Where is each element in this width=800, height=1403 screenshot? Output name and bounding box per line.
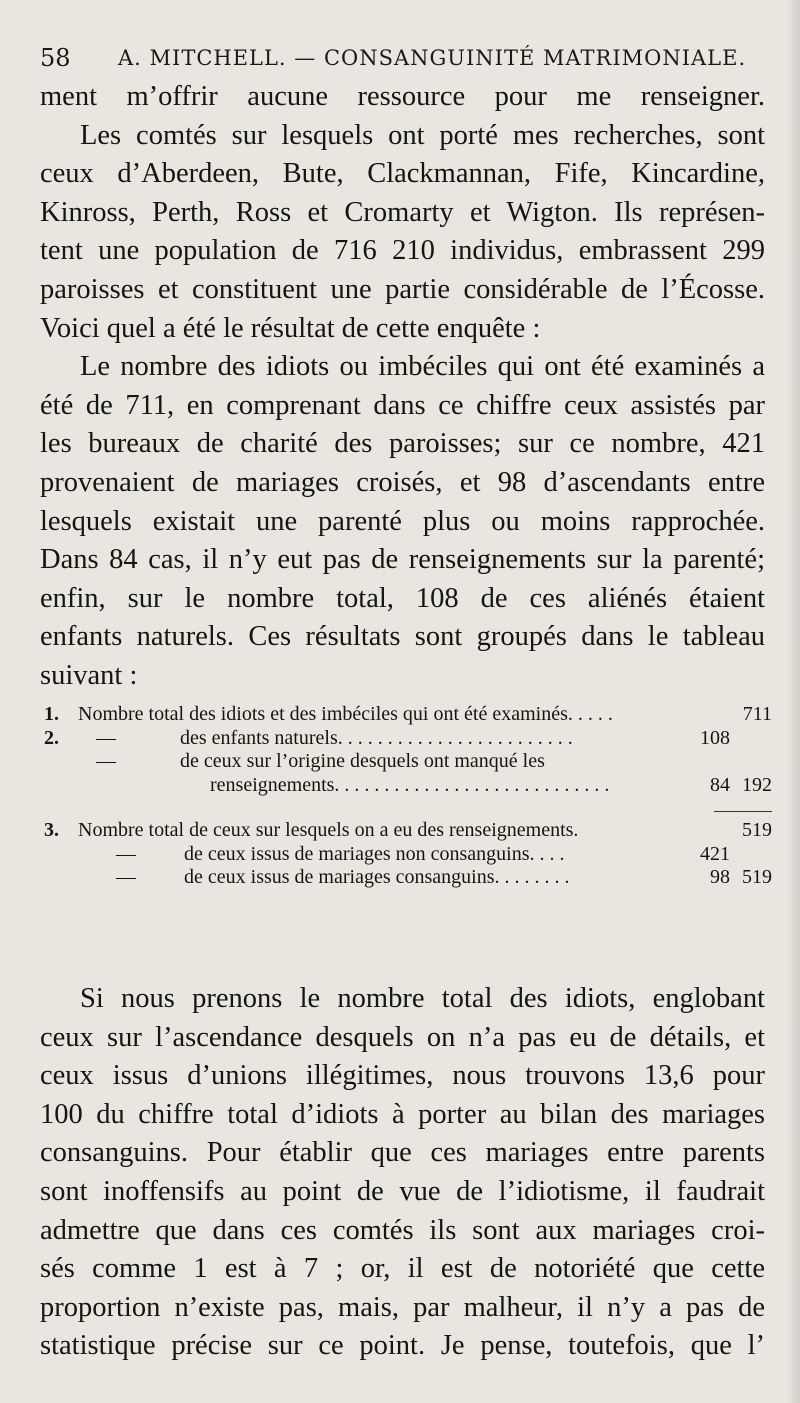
text-line: sont inoffensifs au point de vue de l’idiotisme, il faudrait — [40, 1175, 765, 1207]
text-line: Si nous prenons le nombre total des idiots, englobant — [80, 983, 765, 1014]
text-line: Kinross, Perth, Ross et Cromarty et Wigton. Ils représen- — [40, 196, 765, 228]
table-row — [44, 750, 772, 774]
text-line: sés comme 1 est à 7 ; or, il est de notoriété que cette — [40, 1253, 765, 1285]
text-line: lesquels existait une parenté plus ou moins rapprochée. — [40, 505, 765, 537]
table-gap — [44, 797, 772, 819]
statistics-table — [44, 703, 772, 890]
text-line: tent une population de 716 210 individus, embrassent 299 — [40, 235, 765, 267]
text-line: suivant : — [40, 659, 138, 691]
row-number: 1. — [44, 703, 59, 725]
row-value: 421 — [700, 842, 730, 865]
table-row — [44, 866, 772, 890]
body-text-bottom — [40, 980, 765, 1366]
text-line: provenaient de mariages croisés, et 98 d’ascendants entre — [40, 466, 765, 498]
row-label: Nombre total de ceux sur lesquels on a eu des renseignements. — [78, 819, 579, 841]
row-dash: — — [96, 750, 116, 772]
text-line: Le nombre des idiots ou imbéciles qui ont été examinés a — [80, 351, 765, 383]
table-row — [44, 843, 772, 867]
page-header — [40, 44, 780, 74]
text-line: enfants naturels. Ces résultats sont groupés dans le tableau — [40, 621, 765, 653]
text-line: été de 711, en comprenant dans ce chiffre ceux assistés par — [40, 389, 765, 421]
row-total: 711 — [742, 703, 772, 725]
row-total: 192 — [742, 773, 772, 796]
row-label: de ceux sur l’origine desquels ont manqué les — [180, 750, 545, 772]
row-number: 3. — [44, 819, 59, 841]
text-line: enfin, sur le nombre total, 108 de ces aliénés étaient — [40, 582, 765, 614]
table-row — [44, 774, 772, 798]
row-label: Nombre total des idiots et des imbéciles qui ont été examinés. . . . . — [78, 703, 613, 725]
row-label: des enfants naturels. . . . . . . . . . . . . . . . . . . . . . . . — [180, 726, 573, 749]
row-total: 519 — [742, 819, 772, 841]
running-head: A. MITCHELL. — CONSANGUINITÉ MATRIMONIALE. — [118, 46, 747, 70]
text-line: ceux issus d’unions illégitimes, nous trouvons 13,6 pour — [40, 1060, 765, 1092]
row-label: renseignements. . . . . . . . . . . . . . . . . . . . . . . . . . . . — [210, 773, 610, 796]
text-line: ceux d’Aberdeen, Bute, Clackmannan, Fife, Kincardine, — [40, 158, 765, 190]
row-total: 519 — [742, 866, 772, 888]
row-label: de ceux issus de mariages non consanguins. . . . — [184, 842, 565, 865]
text-line: proportion n’existe pas, mais, par malheur, il n’y a pas de — [40, 1291, 765, 1323]
text-line: admettre que dans ces comtés ils sont aux mariages croi- — [40, 1214, 765, 1246]
table-row — [44, 727, 772, 751]
row-value: 108 — [700, 726, 730, 749]
text-line: consanguins. Pour établir que ces mariages entre parents — [40, 1137, 765, 1169]
row-dash: — — [116, 842, 136, 865]
body-text-top — [40, 78, 765, 696]
table-row — [44, 703, 772, 727]
row-dash: — — [96, 726, 116, 749]
text-line: ceux sur l’ascendance desquels on n’a pas eu de détails, et — [40, 1021, 765, 1053]
text-line: les bureaux de charité des paroisses; sur ce nombre, 421 — [40, 428, 765, 460]
text-line: ment m’offrir aucune ressource pour me renseigner. — [40, 81, 765, 112]
row-label: de ceux issus de mariages consanguins. . . . . . . . — [184, 866, 570, 888]
row-value: 98 — [710, 866, 730, 888]
row-dash: — — [116, 866, 136, 888]
text-line: statistique précise sur ce point. Je pense, toutefois, que l’ — [40, 1330, 765, 1362]
row-number: 2. — [44, 726, 59, 749]
text-line: Voici quel a été le résultat de cette enquête : — [40, 312, 541, 344]
text-line: Les comtés sur lesquels ont porté mes recherches, sont — [80, 119, 765, 151]
row-value: 84 — [710, 773, 730, 796]
text-line: 100 du chiffre total d’idiots à porter au bilan des mariages — [40, 1098, 765, 1130]
sum-rule — [714, 811, 772, 812]
table-row — [44, 819, 772, 843]
text-line: paroisses et constituent une partie considérable de l’Écosse. — [40, 273, 765, 305]
page-number: 58 — [40, 44, 71, 72]
text-line: Dans 84 cas, il n’y eut pas de renseignements sur la parenté; — [40, 544, 765, 576]
